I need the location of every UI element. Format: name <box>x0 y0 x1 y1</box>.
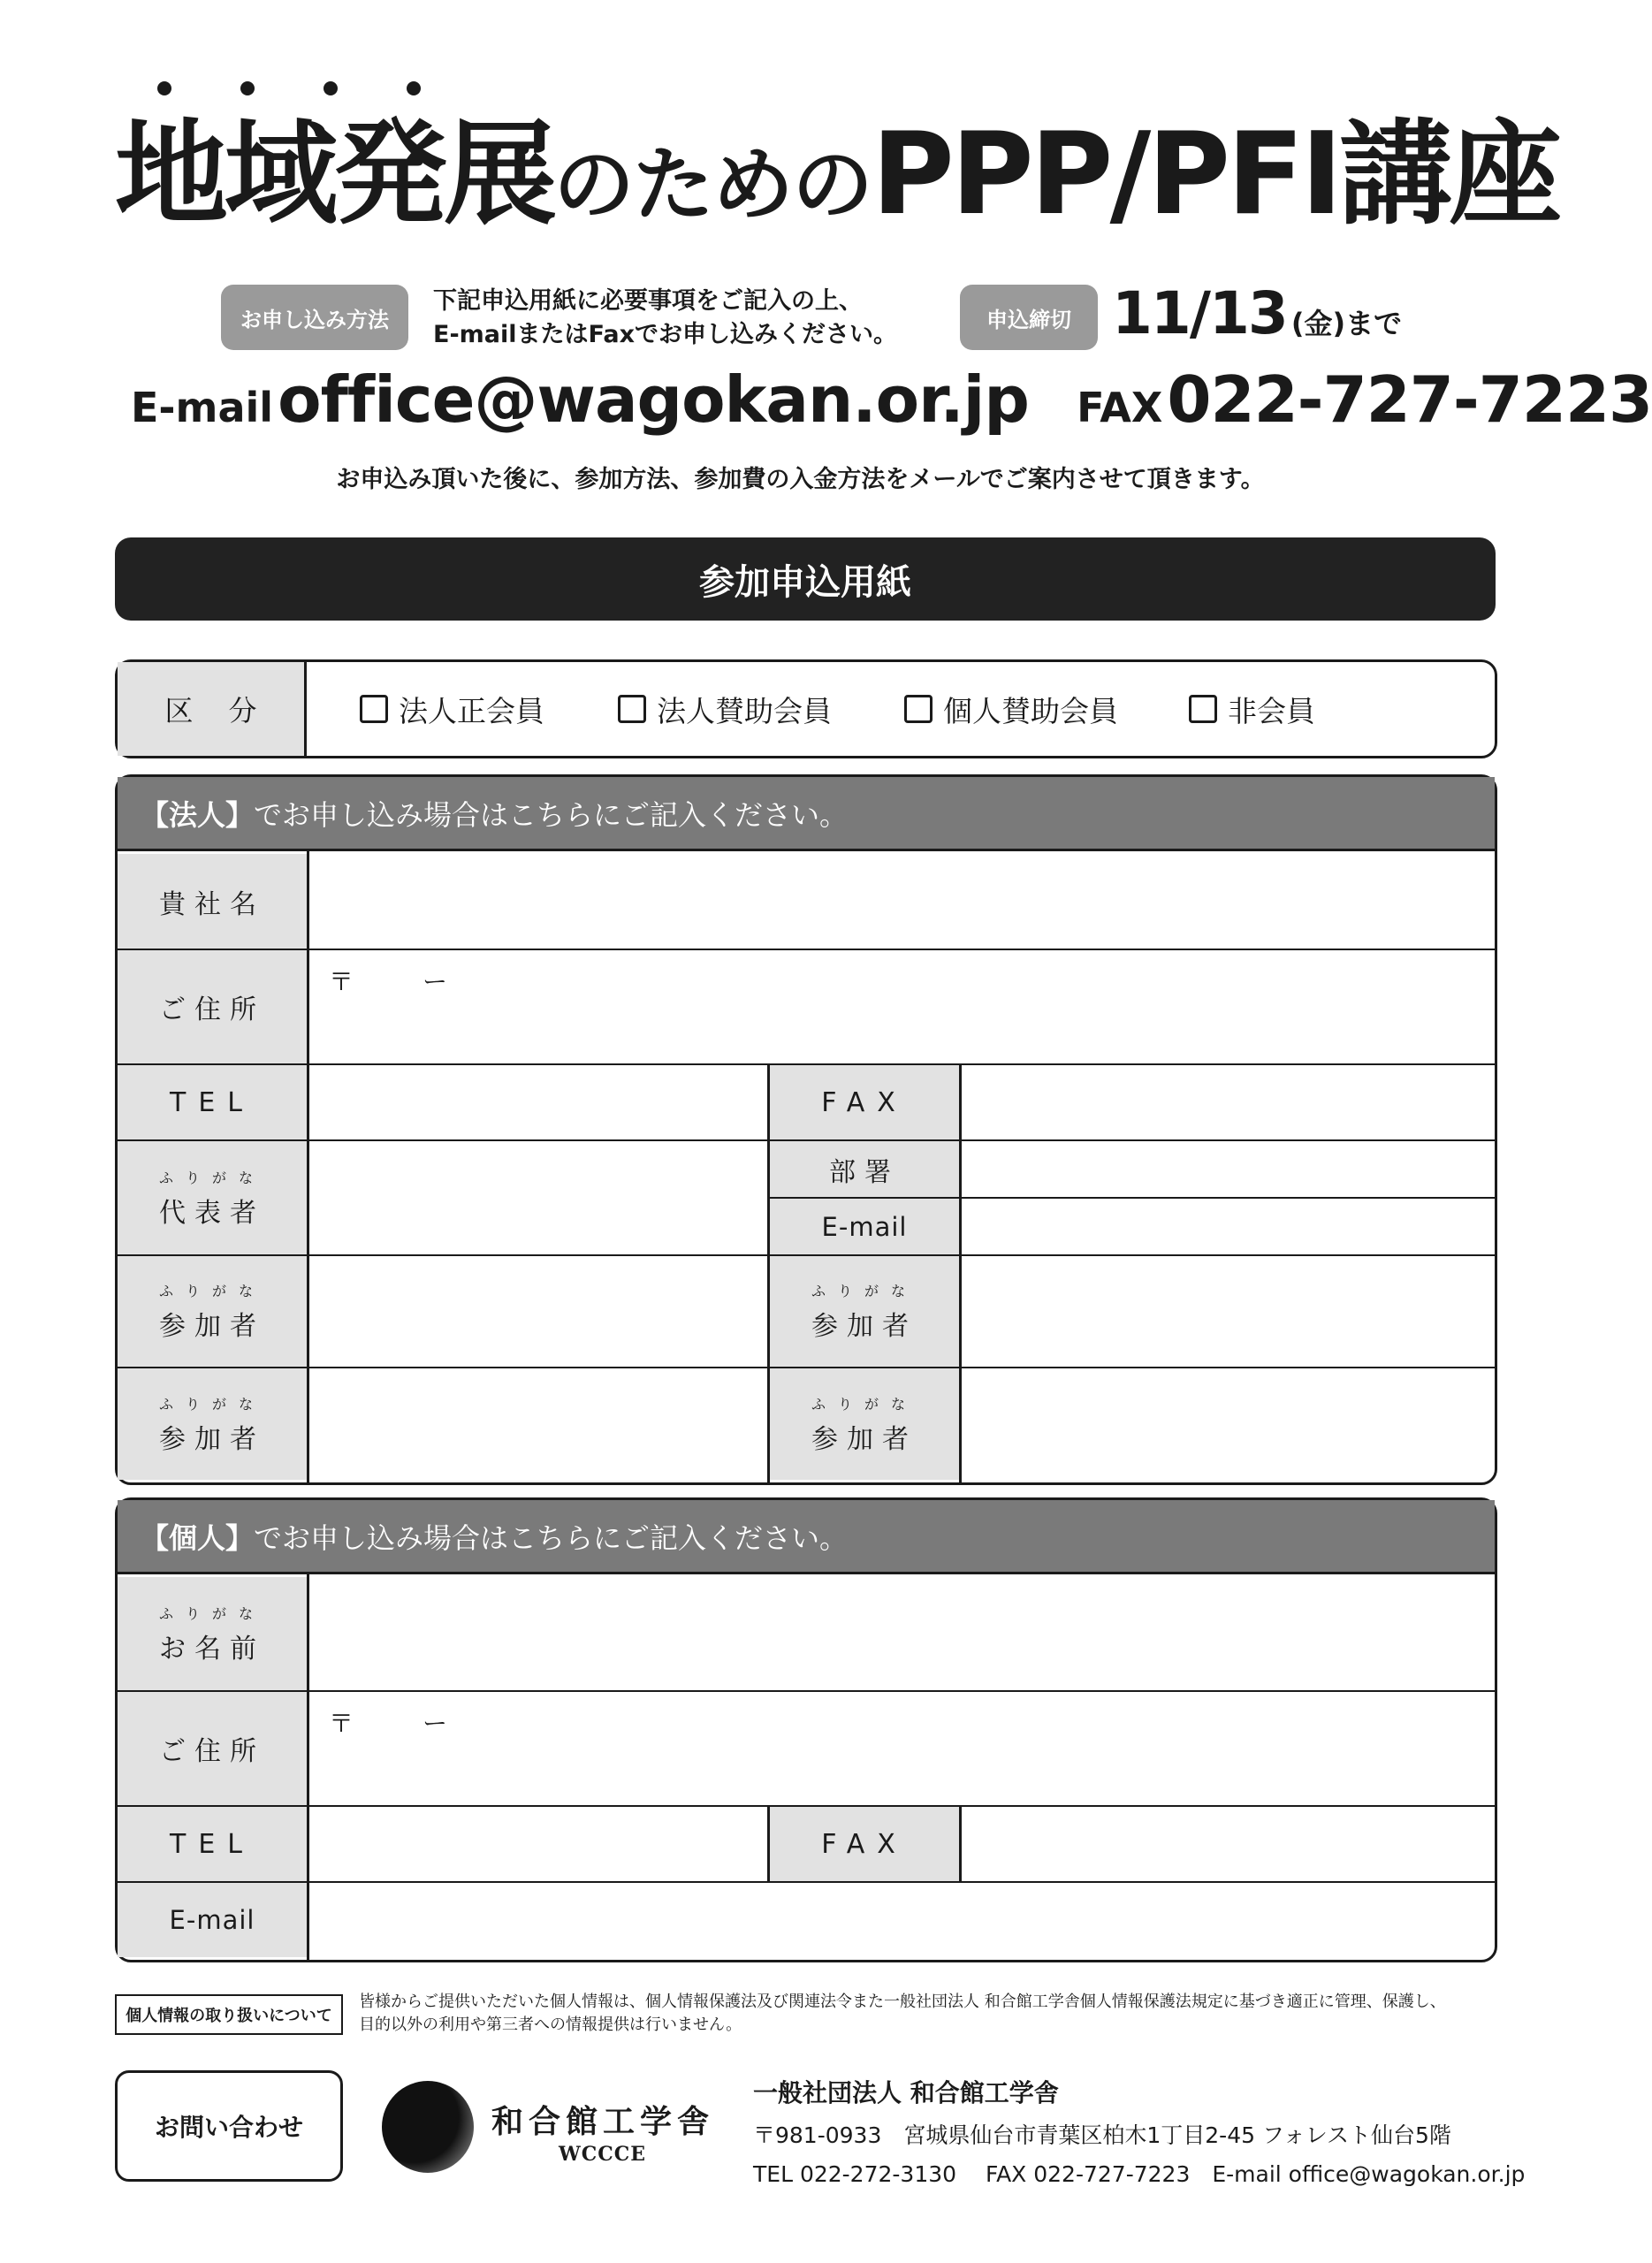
divider <box>767 1063 770 1482</box>
participant-label-text: 参加者 <box>811 1423 917 1455</box>
privacy-text <box>359 1991 1499 2037</box>
form-title: 参加申込用紙 <box>115 537 1496 621</box>
ruby-text: ふりがな <box>158 1169 265 1186</box>
category-option-corporate-supporting[interactable] <box>618 662 832 756</box>
fax-input[interactable] <box>962 1065 1495 1139</box>
category-option-label: 法人正会員 <box>399 693 544 728</box>
participant-input[interactable] <box>309 1256 767 1367</box>
header-fax: 022-727-7223 <box>1167 362 1652 437</box>
category-option-label: 個人賛助会員 <box>943 693 1118 728</box>
tel-label <box>118 1807 307 1881</box>
divider <box>118 1063 1495 1065</box>
tel-label <box>118 1065 307 1139</box>
divider <box>307 1574 309 1960</box>
divider <box>118 1881 1495 1883</box>
checkbox-icon[interactable] <box>618 695 646 723</box>
postal-mark: 〒 <box>329 967 354 996</box>
postal-dash: ー <box>423 967 448 996</box>
checkbox-icon[interactable] <box>360 695 388 723</box>
divider <box>118 1254 1495 1256</box>
ruby-text: ふりがな <box>158 1604 265 1622</box>
fax-input[interactable] <box>962 1807 1495 1881</box>
participant-label-text: 参加者 <box>159 1423 265 1455</box>
category-row <box>115 659 1497 758</box>
participant-label <box>770 1256 959 1367</box>
category-label: 区分 <box>118 662 307 756</box>
individual-heading-bracket: 【個人】 <box>141 1520 255 1555</box>
individual-section <box>115 1497 1497 1962</box>
method-text-line-1: 下記申込用紙に必要事項をご記入の上、 <box>433 287 863 315</box>
email-label <box>118 1883 307 1957</box>
address-input[interactable] <box>309 950 1495 1063</box>
fax-label-text: FAX <box>821 1086 908 1118</box>
participant-label <box>118 1256 307 1367</box>
divider <box>307 851 309 1482</box>
category-option-non-member[interactable] <box>1189 662 1315 756</box>
tel-input[interactable] <box>309 1807 767 1881</box>
tel-label-text: TEL <box>170 1086 255 1118</box>
title-end: PPP/PFI講座 <box>872 109 1559 240</box>
checkbox-icon[interactable] <box>904 695 933 723</box>
department-label <box>770 1141 959 1197</box>
address-label <box>118 1692 307 1805</box>
name-input[interactable] <box>309 1577 1495 1690</box>
email-input[interactable] <box>309 1883 1495 1957</box>
corporate-heading <box>118 777 1495 851</box>
participant-input[interactable] <box>962 1368 1495 1480</box>
department-label-text: 部署 <box>829 1156 900 1188</box>
ruby-text: ふりがな <box>158 1283 265 1299</box>
privacy-label: 個人情報の取り扱いについて <box>115 1994 343 2035</box>
email-label-text: E-mail <box>169 1905 255 1935</box>
address-label-text: ご住所 <box>159 1736 265 1767</box>
fax-label-text: FAX <box>821 1828 908 1860</box>
privacy-text-line-1: 皆様からご提供いただいた個人情報は、個人情報保護法及び関連法令また一般社団法人 和合館工学舎個人情報保護法規定に基づき適正に管理、保護し、 <box>359 1993 1446 2011</box>
name-label-text: お名前 <box>159 1633 265 1665</box>
method-text-line-2: E-mailまたはFaxでお申し込みください。 <box>433 321 898 348</box>
deadline-label: 申込締切 <box>960 285 1098 350</box>
participant-label <box>118 1368 307 1480</box>
company-label <box>118 854 307 949</box>
tel-label-text: TEL <box>170 1828 255 1860</box>
org-address: 〒981-0933 宮城県仙台市青葉区柏木1丁目2-45 フォレスト仙台5階 <box>753 2122 1451 2148</box>
divider <box>118 1139 1495 1141</box>
corporate-heading-text: でお申し込み場合はこちらにご記入ください。 <box>254 797 849 832</box>
company-input[interactable] <box>309 854 1495 949</box>
category-option-label: 法人賛助会員 <box>657 693 832 728</box>
representative-label-text: 代表者 <box>159 1197 265 1229</box>
participant-input[interactable] <box>309 1368 767 1480</box>
ruby-text: ふりがな <box>811 1395 917 1413</box>
title-main: 地域発展 <box>115 109 554 240</box>
category-option-label: 非会員 <box>1228 693 1315 728</box>
ruby-text: ふりがな <box>811 1283 917 1299</box>
logo-name: 和合館工学舎 <box>491 2104 715 2140</box>
fax-label: FAX <box>1077 384 1163 431</box>
deadline-suffix: (金)まで <box>1290 307 1403 340</box>
representative-input[interactable] <box>309 1141 767 1254</box>
corporate-heading-bracket: 【法人】 <box>141 797 255 832</box>
logo-mark-icon <box>382 2081 474 2173</box>
participant-label <box>770 1368 959 1480</box>
participant-label-text: 参加者 <box>811 1311 917 1342</box>
individual-heading <box>118 1500 1495 1574</box>
divider <box>118 1367 1495 1368</box>
org-name: 一般社団法人 和合館工学舎 <box>753 2078 1059 2107</box>
category-option-individual-supporting[interactable] <box>904 662 1118 756</box>
postal-mark: 〒 <box>329 1709 354 1738</box>
email-input[interactable] <box>962 1199 1495 1254</box>
notice-text: お申込み頂いた後に、参加方法、参加費の入金方法をメールでご案内させて頂きます。 <box>336 466 1265 493</box>
divider <box>959 1063 962 1482</box>
corporate-section <box>115 774 1497 1485</box>
method-label: お申し込み方法 <box>221 285 408 350</box>
deadline <box>1112 279 1402 347</box>
method-text <box>433 285 928 352</box>
privacy-text-line-2: 目的以外の利用や第三者への情報提供は行いません。 <box>359 2015 742 2034</box>
address-label-text: ご住所 <box>159 994 265 1025</box>
fax-label <box>770 1807 959 1881</box>
representative-label <box>118 1141 307 1254</box>
inquiry-label: お問い合わせ <box>115 2070 343 2182</box>
logo-sub: WCCCE <box>559 2143 647 2166</box>
department-input[interactable] <box>962 1141 1495 1197</box>
divider <box>118 1805 1495 1807</box>
category-option-corporate-regular[interactable] <box>360 662 544 756</box>
email-label-text: E-mail <box>821 1211 908 1242</box>
ruby-text: ふりがな <box>158 1395 265 1413</box>
page-title <box>115 104 1559 246</box>
name-label <box>118 1577 307 1690</box>
address-input[interactable] <box>309 1692 1495 1805</box>
fax-label <box>770 1065 959 1139</box>
email-label: E-mail <box>131 384 274 431</box>
contact-row <box>131 362 1652 460</box>
individual-heading-text: でお申し込み場合はこちらにご記入ください。 <box>254 1520 849 1555</box>
postal-dash: ー <box>423 1709 448 1738</box>
checkbox-icon[interactable] <box>1189 695 1217 723</box>
title-mid: のための <box>553 138 872 232</box>
divider <box>959 1805 962 1881</box>
org-contact: TEL 022-272-3130 FAX 022-727-7223 E-mail office@wagokan.or.jp <box>753 2161 1526 2187</box>
header-email[interactable]: office@wagokan.or.jp <box>278 362 1029 437</box>
participant-input[interactable] <box>962 1256 1495 1367</box>
deadline-date: 11/13 <box>1112 279 1287 347</box>
divider <box>767 1805 770 1881</box>
participant-label-text: 参加者 <box>159 1311 265 1342</box>
tel-input[interactable] <box>309 1065 767 1139</box>
emphasis-dots <box>157 81 423 101</box>
email-label <box>770 1199 959 1254</box>
divider <box>770 1197 1495 1199</box>
divider <box>118 949 1495 950</box>
divider <box>118 1690 1495 1692</box>
company-label-text: 貴社名 <box>159 888 265 920</box>
address-label <box>118 950 307 1063</box>
